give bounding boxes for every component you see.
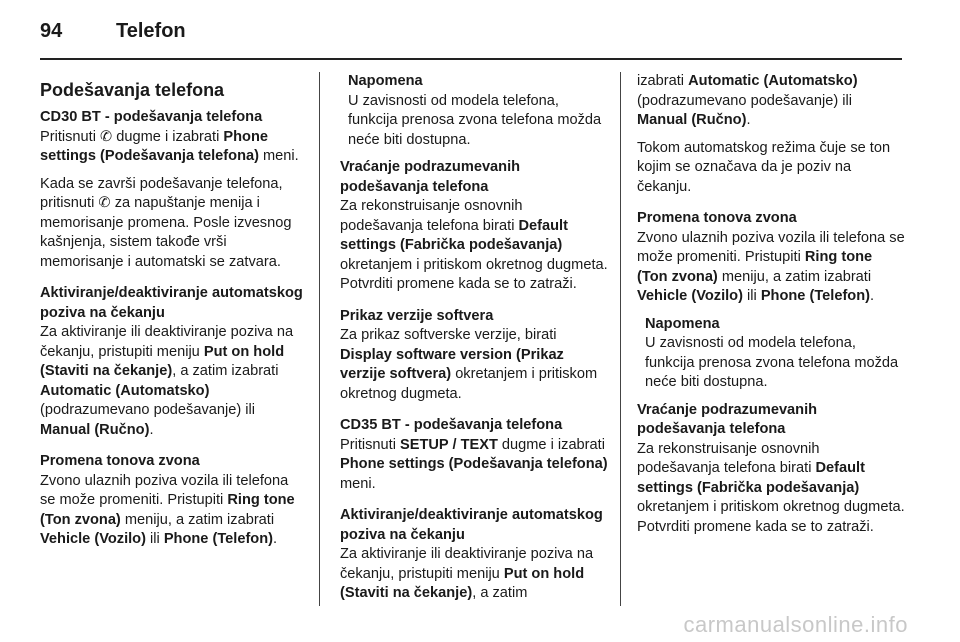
paragraph: Kada se završi podešavanje telefona, pritisnuti ✆ za napuštanje menija i memorisanje promena. Posle izvesnog kašnjenja, sistem takođe vrši memorisanje i automatski se zatvara. <box>40 175 292 270</box>
heading: Aktiviranje/deaktiviranje automatskog poziva na čekanju <box>40 285 303 321</box>
paragraph: Pritisnuti ✆ dugme i izabrati Phone settings (Podešavanja telefona) meni. <box>40 128 299 164</box>
chapter-title: Telefon <box>116 20 186 42</box>
section-title: Podešavanja telefona <box>40 80 225 100</box>
heading: Promena tonova zvona <box>637 210 797 226</box>
note-box <box>340 72 608 150</box>
note-title: Napomena <box>645 315 720 332</box>
phone-icon: ✆ <box>98 195 111 211</box>
heading: Prikaz verzije softvera <box>340 307 494 324</box>
paragraph: Zvono ulaznih poziva vozila ili telefona se može promeniti. Pristupiti Ring tone (Ton zvona) meniju, a zatim izabrati Vehicle (Vozilo) ili Phone (Telefon). <box>637 229 905 304</box>
paragraph: Za rekonstruisanje osnovnih podešavanja telefona birati Default settings (Fabrička podešavanja) okretanjem i pritiskom okretnog dugmeta. Potvrditi promene kada se to zatraži. <box>340 198 608 292</box>
heading: Aktiviranje/deaktiviranje automatskog poziva na čekanju <box>340 507 603 543</box>
paragraph: izabrati Automatic (Automatsko) (podrazumevano podešavanje) ili Manual (Ručno). <box>637 73 858 128</box>
column-divider <box>620 72 621 606</box>
note-box <box>637 315 905 393</box>
phone-icon: ✆ <box>100 128 113 145</box>
header-rule <box>40 58 902 60</box>
paragraph: Tokom automatskog režima čuje se ton kojim se označava da je poziv na čekanju. <box>637 139 891 195</box>
column-divider <box>319 72 320 606</box>
page-number: 94 <box>40 20 63 42</box>
column-1 <box>40 108 306 558</box>
paragraph: Za aktiviranje ili deaktiviranje poziva na čekanju, pristupiti meniju Put on hold (Staviti na čekanje), a zatim izabrati Automatic (Automatsko) (podrazumevano podešavanje) ili Manual (Ručno). <box>40 324 294 438</box>
heading: Promena tonova zvona <box>40 453 200 469</box>
note-text: U zavisnosti od modela telefona, funkcija prenosa zvona telefona možda neće biti dostupna. <box>348 92 602 148</box>
heading: Vraćanje podrazumevanih podešavanja telefona <box>340 159 521 195</box>
note-text: U zavisnosti od modela telefona, funkcija prenosa zvona telefona možda neće biti dostupna. <box>645 335 899 390</box>
paragraph: Za rekonstruisanje osnovnih podešavanja telefona birati Default settings (Fabrička podešavanja) okretanjem i pritiskom okretnog dugmeta. Potvrditi promene kada se to zatraži. <box>637 440 905 535</box>
paragraph: Pritisnuti SETUP / TEXT dugme i izabrati Phone settings (Podešavanja telefona) meni. <box>340 436 608 492</box>
column-2 <box>340 72 608 612</box>
paragraph: Za prikaz softverske verzije, birati Display software version (Prikaz verzije softvera) okretanjem i pritiskom okretnog dugmeta. <box>340 327 598 402</box>
heading: Vraćanje podrazumevanih podešavanja telefona <box>637 401 818 437</box>
column-3 <box>637 72 905 545</box>
heading: CD35 BT - podešavanja telefona <box>340 417 563 433</box>
heading: CD30 BT - podešavanja telefona <box>40 109 263 125</box>
watermark: carmanualsonline.info <box>683 612 908 637</box>
paragraph: Zvono ulaznih poziva vozila ili telefona se može promeniti. Pristupiti Ring tone (Ton zvona) meniju, a zatim izabrati Vehicle (Vozilo) ili Phone (Telefon). <box>40 472 295 547</box>
note-title: Napomena <box>348 73 423 89</box>
page-header <box>40 20 186 43</box>
paragraph: Za aktiviranje ili deaktiviranje poziva na čekanju, pristupiti meniju Put on hold (Staviti na čekanje), a zatim <box>340 546 594 601</box>
